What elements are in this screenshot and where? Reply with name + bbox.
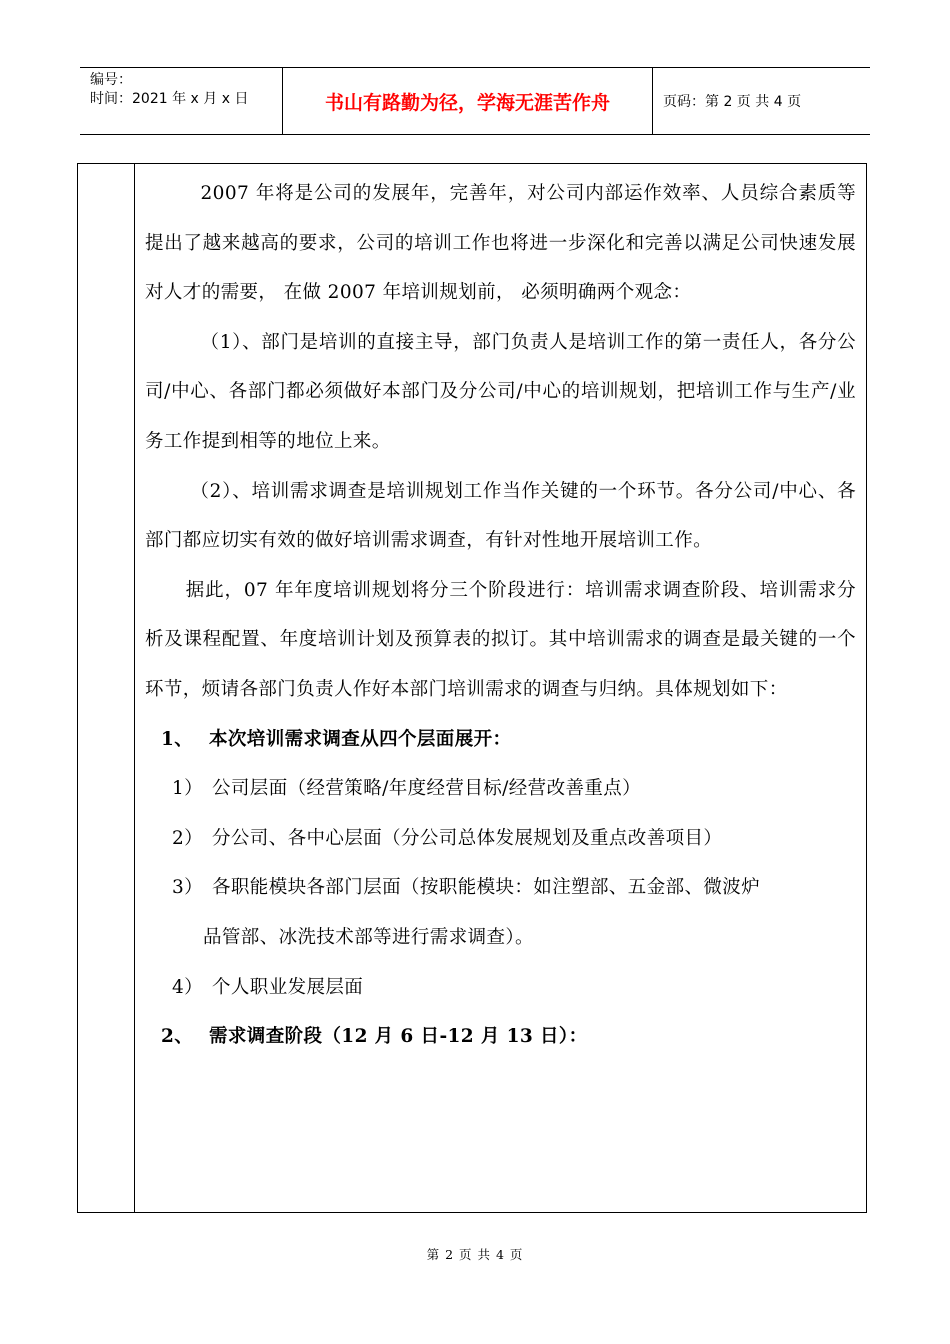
paragraph-point-2: （2）、培训需求调查是培训规划工作当作关键的一个环节。各分公司/中心、各部门都应切实有效的做好培训需求调查，有针对性地开展培训工作。 <box>145 480 856 552</box>
list-item <box>145 814 856 864</box>
heading-1 <box>145 715 856 765</box>
paragraph-point-1: （1）、部门是培训的直接主导，部门负责人是培训工作的第一责任人，各分公司/中心、各部门都必须做好本部门及分公司/中心的培训规划，把培训工作与生产/业务工作提到相等的地位上来。 <box>145 331 856 452</box>
list-item-text: 分公司、各中心层面（分公司总体发展规划及重点改善项目） <box>212 827 723 849</box>
heading-1-number: 1、 <box>161 728 194 750</box>
content-cell <box>135 164 866 1212</box>
list-item <box>145 764 856 814</box>
header-page-label: 页码：第 2 页 共 4 页 <box>663 94 802 110</box>
list-item-text: 各职能模块各部门层面（按职能模块：如注塑部、五金部、微波炉 <box>212 877 761 899</box>
page-header <box>80 67 870 135</box>
header-motto: 书山有路勤为径，学海无涯苦作舟 <box>283 68 653 134</box>
paragraph-plan: 据此，07 年年度培训规划将分三个阶段进行：培训需求调查阶段、培训需求分析及课程配置、年度培训计划及预算表的拟订。其中培训需求的调查是最关键的一个环节，烦请各部门负责人作好本部门培训需求的调查与归纳。具体规划如下： <box>145 579 856 700</box>
paragraph-intro: 2007 年将是公司的发展年，完善年，对公司内部运作效率、人员综合素质等提出了越来越高的要求，公司的培训工作也将进一步深化和完善以满足公司快速发展对人才的需要， 在做 2007 年培训规划前， 必须明确两个观念： <box>145 183 856 304</box>
list-item-number: 3） <box>172 877 204 899</box>
list-item-text: 个人职业发展层面 <box>212 976 364 998</box>
page-footer: 第 2 页 共 4 页 <box>426 1247 524 1262</box>
time-label: 时间：2021 年 x 月 x 日 <box>90 91 249 107</box>
heading-2 <box>145 1012 856 1062</box>
list-item-number: 2） <box>172 827 204 849</box>
heading-1-text: 本次培训需求调查从四个层面展开： <box>209 728 512 750</box>
heading-2-number: 2、 <box>161 1026 194 1048</box>
list-item-number: 4） <box>172 976 204 998</box>
list-item <box>145 863 856 913</box>
list-item-continuation: 品管部、冰洗技术部等进行需求调查）。 <box>203 926 534 948</box>
list-item-number: 1） <box>172 778 204 800</box>
number-label: 编号： <box>90 72 132 88</box>
list-item <box>145 963 856 1013</box>
side-column <box>78 164 135 1212</box>
content-table <box>77 163 867 1213</box>
list-item-text: 公司层面（经营策略/年度经营目标/经营改善重点） <box>212 778 642 800</box>
heading-2-text: 需求调查阶段（12 月 6 日-12 月 13 日）： <box>209 1026 588 1048</box>
header-meta <box>80 68 283 134</box>
